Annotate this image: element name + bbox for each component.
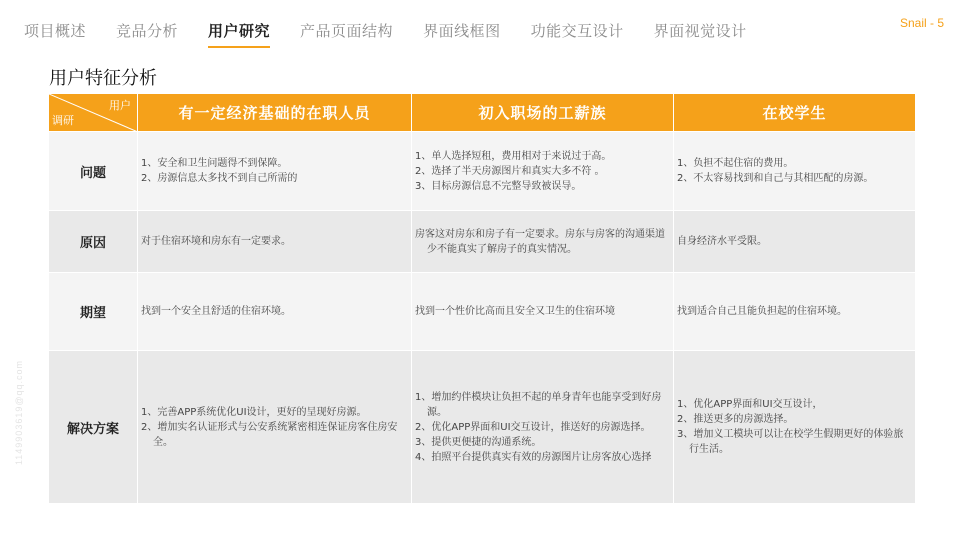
- table-cell: [138, 132, 412, 211]
- cell-line: 2、增加实名认证形式与公安系统紧密相连保证房客住房安全。: [141, 421, 398, 448]
- cell-line: 找到一个安全且舒适的住宿环境。: [141, 306, 291, 317]
- cell-line: 1、增加约伴模块让负担不起的单身青年也能享受到好房源。: [415, 391, 662, 418]
- watermark: 1149903619@qq.com: [14, 360, 24, 466]
- cell-line: 自身经济水平受限。: [677, 236, 767, 247]
- table-cell: [674, 211, 916, 273]
- cell-line: 2、优化APP界面和UI交互设计，推送好的房源选择。: [415, 421, 651, 433]
- cell-line: 找到适合自己且能负担起的住宿环境。: [677, 306, 847, 317]
- cell-line: 1、优化APP界面和UI交互设计，: [677, 399, 823, 410]
- page-number: Snail - 5: [899, 16, 944, 30]
- column-header: 在校学生: [674, 94, 916, 132]
- cell-line: 房客这对房东和房子有一定要求。房东与房客的沟通渠道少不能真实了解房子的真实情况。: [415, 228, 665, 255]
- cell-line: 1、负担不起住宿的费用。: [677, 158, 794, 169]
- column-header: 初入职场的工薪族: [412, 94, 674, 132]
- nav-tab-wireframes[interactable]: 界面线框图: [423, 22, 501, 40]
- table-row: [49, 132, 916, 211]
- cell-line: 2、选择了半天房源图片和真实大多不符 。: [415, 165, 605, 177]
- table-cell: [674, 351, 916, 504]
- cell-line: 3、目标房源信息不完整导致被误导。: [415, 180, 582, 192]
- cell-line: 2、房源信息太多找不到自己所需的: [141, 173, 298, 184]
- section-title: 用户特征分析: [49, 68, 157, 89]
- nav-tab-page-structure[interactable]: 产品页面结构: [300, 22, 394, 40]
- cell-line: 对于住宿环境和房东有一定要求。: [141, 236, 291, 247]
- row-label: 原因: [49, 211, 138, 273]
- cell-line: 3、增加义工模块可以让在校学生假期更好的体验旅行生活。: [677, 429, 904, 455]
- table-corner-cell: [49, 94, 138, 132]
- table-cell: [674, 273, 916, 351]
- table-row: [49, 211, 916, 273]
- table-cell: [412, 351, 674, 504]
- corner-label-research: 调研: [52, 114, 74, 127]
- row-label: 解决方案: [49, 351, 138, 504]
- nav-tab-visual-design[interactable]: 界面视觉设计: [653, 22, 747, 40]
- cell-line: 3、提供更便捷的沟通系统。: [415, 436, 542, 448]
- cell-line: 1、完善APP系统优化UI设计，更好的呈现好房源。: [141, 406, 367, 418]
- nav-tab-interaction-design[interactable]: 功能交互设计: [530, 22, 624, 40]
- table-cell: [138, 351, 412, 504]
- cell-line: 1、单人选择短租，费用相对于来说过于高。: [415, 150, 612, 162]
- table-row: [49, 273, 916, 351]
- column-header: 有一定经济基础的在职人员: [138, 94, 412, 132]
- cell-line: 1、安全和卫生问题得不到保障。: [141, 158, 288, 169]
- cell-line: 找到一个性价比高而且安全又卫生的住宿环境: [415, 306, 615, 317]
- nav-tab-competitor-analysis[interactable]: 竞品分析: [116, 22, 179, 40]
- table-header-row: [49, 94, 916, 132]
- table-row: [49, 351, 916, 504]
- table-cell: [412, 132, 674, 211]
- table-cell: [674, 132, 916, 211]
- cell-line: 2、推送更多的房源选择。: [677, 414, 794, 425]
- row-label: 问题: [49, 132, 138, 211]
- nav-tab-user-research[interactable]: 用户研究: [208, 20, 270, 44]
- table-cell: [412, 211, 674, 273]
- user-feature-table: [48, 93, 916, 504]
- nav-tab-overview[interactable]: 项目概述: [24, 22, 87, 40]
- table-cell: [138, 273, 412, 351]
- top-nav: [24, 20, 777, 44]
- corner-label-user: 用户: [109, 99, 131, 112]
- row-label: 期望: [49, 273, 138, 351]
- table-cell: [138, 211, 412, 273]
- cell-line: 2、不太容易找到和自己与其相匹配的房源。: [677, 173, 874, 184]
- cell-line: 4、拍照平台提供真实有效的房源图片让房客放心选择: [415, 451, 652, 463]
- table-cell: [412, 273, 674, 351]
